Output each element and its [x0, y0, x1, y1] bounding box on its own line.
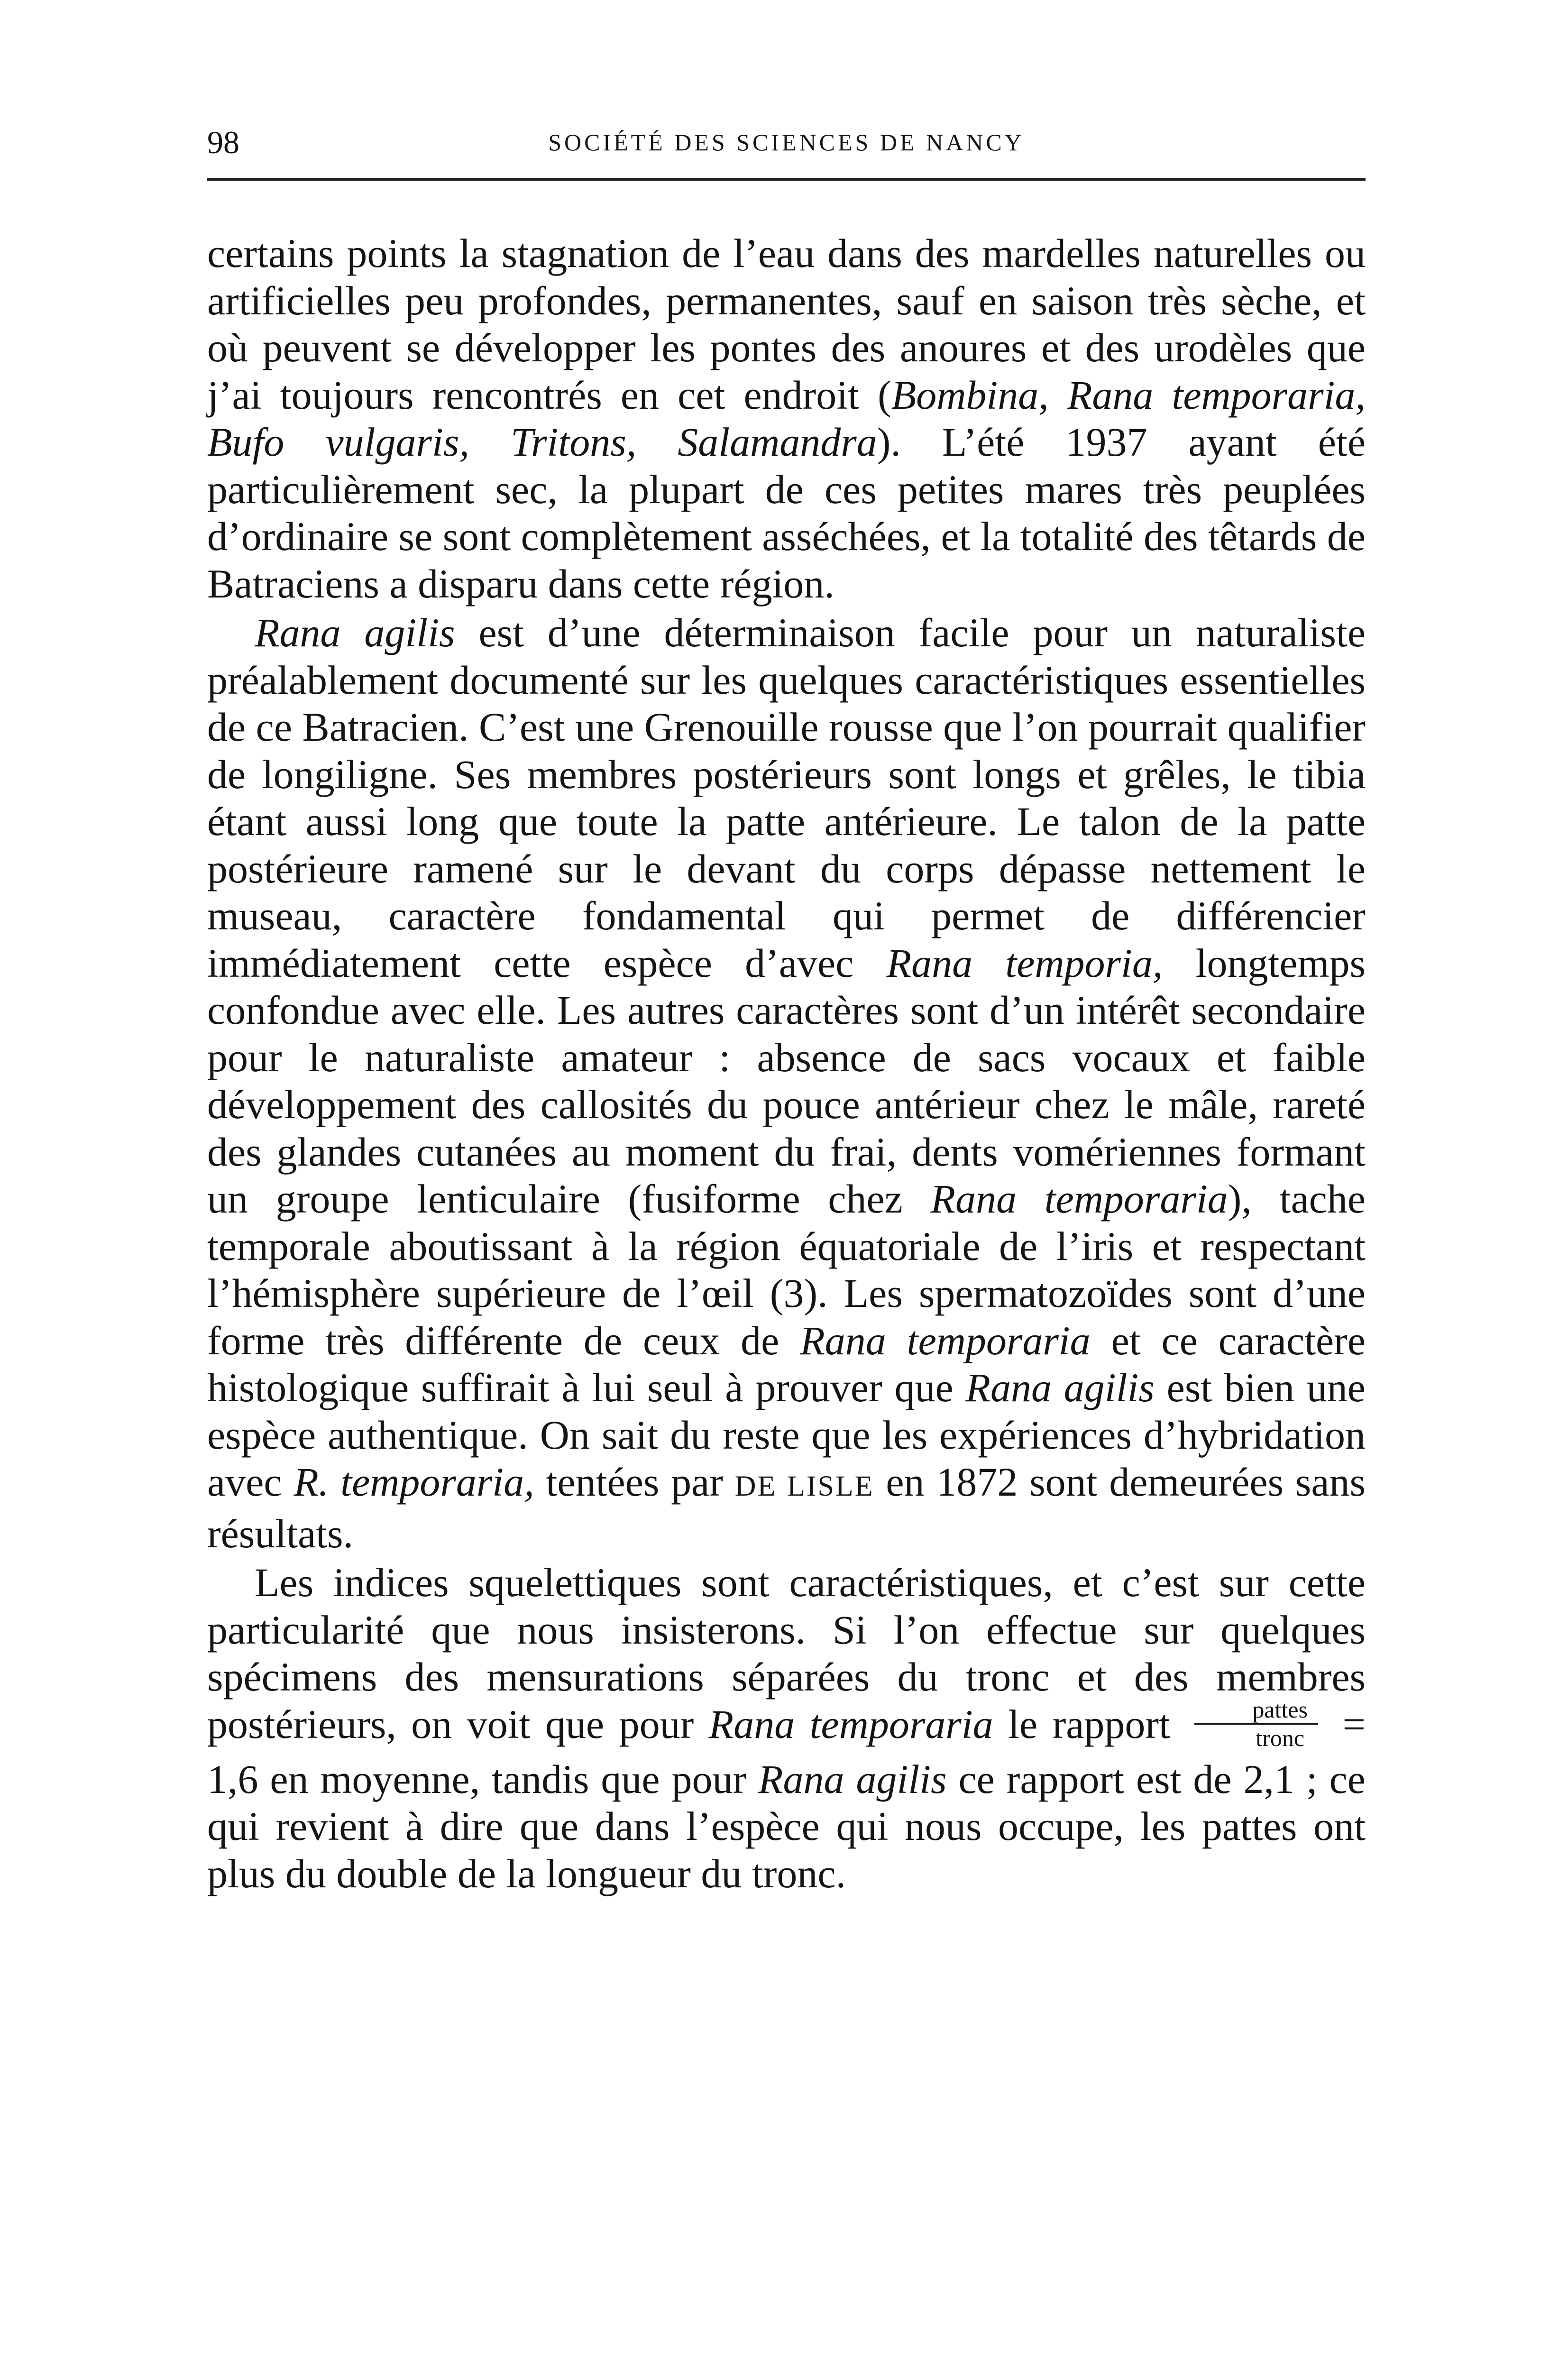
text-run: et ce caractère histologique suffirait à lui seul à prouver que: [207, 1317, 1366, 1410]
species-name: Rana agilis: [758, 1756, 947, 1802]
paragraph-3: [207, 1559, 1366, 1897]
header-rule: [207, 178, 1366, 181]
text-run: tentées par: [534, 1459, 735, 1505]
text-run: ), tache temporale aboutissant à la région équatoriale de l’iris et respectant l’hémisphère supérieure de l’œil (3). Les spermatozoïdes sont d’une forme très différente de ceux de: [207, 1176, 1366, 1363]
text-run: est bien une espèce authentique. On sait du reste que les expériences d’hybridation avec: [207, 1365, 1366, 1505]
text-run: Les indices squelettiques sont caractéristiques, et c’est sur cette particularité que nous insisterons. Si l’on effectue sur quelques spécimens des mensurations séparées du tronc et des membres postérieurs, on voit que pour: [207, 1560, 1366, 1747]
species-name: Rana temporaria: [930, 1176, 1228, 1222]
running-title: SOCIÉTÉ DES SCIENCES DE NANCY: [548, 129, 1025, 156]
text-run: ce rapport est de 2,1 ; ce qui revient à dire que dans l’espèce qui nous occupe, les pattes ont plus du double de la longueur du tronc.: [207, 1756, 1366, 1896]
fraction-numerator: pattes: [1194, 1696, 1318, 1725]
text-run: = 1,6 en moyenne, tandis que pour: [207, 1701, 1366, 1802]
paragraph-1: [207, 230, 1366, 607]
fraction-denominator: tronc: [1256, 1724, 1305, 1751]
text-run: longtemps confondue avec elle. Les autres caractères sont d’un intérêt secondaire pour le naturaliste amateur : absence de sacs vocaux et faible développement des callosités du pouce antérieur chez le mâle, rareté des glandes cutanées au moment du frai, dents vomériennes formant un groupe lenticulaire (fusiforme chez: [207, 940, 1366, 1222]
species-name: R. temporaria,: [293, 1459, 534, 1505]
text-run: en 1872 sont demeurées sans résultats.: [207, 1459, 1366, 1556]
paragraph-2: [207, 609, 1366, 1557]
species-name: Rana agilis: [255, 610, 455, 655]
ratio-fraction: [1194, 1696, 1318, 1751]
page-number: 98: [207, 124, 239, 160]
species-name: Rana temporaria: [708, 1701, 993, 1747]
body-text: [207, 230, 1366, 1899]
page-header: [207, 121, 1366, 164]
species-name: Rana agilis: [965, 1365, 1155, 1410]
text-run: ). L’été 1937 ayant été particulièrement sec, la plupart de ces petites mares très peuplées d’ordinaire se sont complètement asséchées, et la totalité des têtards de Batraciens a disparu dans cette région.: [207, 419, 1366, 607]
text-run: le rapport: [993, 1701, 1185, 1747]
species-name-list: Bombina, Rana temporaria, Bufo vulgaris, Tritons, Salamandra: [207, 372, 1366, 465]
species-name: Rana temporia,: [886, 940, 1163, 986]
species-name: Rana temporaria: [800, 1317, 1091, 1363]
author-name-small-caps: DE LISLE: [734, 1470, 874, 1502]
text-run: certains points la stagnation de l’eau dans des mardelles naturelles ou artificielles peu profondes, permanentes, sauf en saison très sèche, et où peuvent se développer les pontes des anoures et des urodèles que j’ai toujours rencontrés en cet endroit (: [207, 230, 1366, 418]
text-run: est d’une déterminaison facile pour un naturaliste préalablement documenté sur les quelques caractéristiques essentielles de ce Batracien. C’est une Grenouille rousse que l’on pourrait qualifier de longiligne. Ses membres postérieurs sont longs et grêles, le tibia étant aussi long que toute la patte antérieure. Le talon de la patte postérieure ramené sur le devant du corps dépasse nettement le museau, caractère fondamental qui permet de différencier immédiatement cette espèce d’avec: [207, 610, 1366, 986]
